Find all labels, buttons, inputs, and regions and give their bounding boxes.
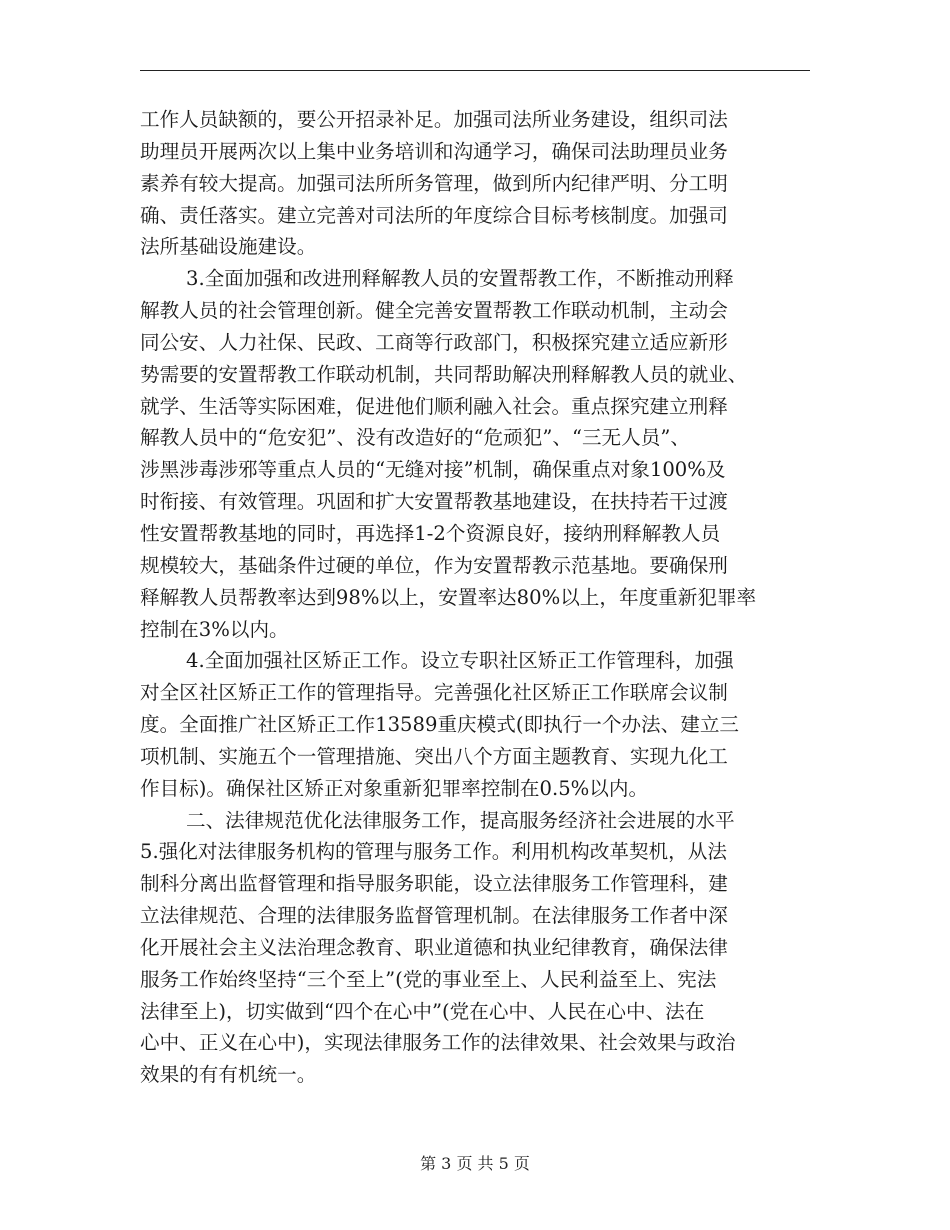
- text-line: 同公安、人力社保、民政、工商等行政部门，积极探究建立适应新形: [140, 330, 728, 354]
- text-line: 规模较大，基础条件过硬的单位，作为安置帮教示范基地。要确保刑: [140, 553, 728, 577]
- text-line: 心中、正义在心中)，实现法律服务工作的法律效果、社会效果与政治: [140, 1031, 736, 1055]
- text-line: 服务工作始终坚持“三个至上”(党的事业至上、人民利益至上、宪法: [140, 967, 717, 991]
- text-line: 法律至上)，切实做到“四个在心中”(党在心中、人民在心中、法在: [140, 999, 705, 1023]
- page-number-footer: 第 3 页 共 5 页: [420, 1154, 530, 1173]
- text-line: 助理员开展两次以上集中业务培训和沟通学习，确保司法助理员业务: [140, 139, 728, 163]
- text-line: 确、责任落实。建立完善对司法所的年度综合目标考核制度。加强司: [140, 203, 728, 227]
- text-line: 化开展社会主义法治理念教育、职业道德和执业纪律教育，确保法律: [140, 935, 728, 959]
- text-line: 解教人员的社会管理创新。健全完善安置帮教工作联动机制，主动会: [140, 299, 728, 323]
- text-line: 制科分离出监督管理和指导服务职能，设立法律服务工作管理科，建: [140, 872, 728, 896]
- text-line: 控制在3%以内。: [140, 617, 289, 641]
- document-body: [140, 104, 810, 1091]
- text-line: 势需要的安置帮教工作联动机制，共同帮助解决刑释解教人员的就业、: [140, 362, 748, 386]
- text-line: 二、法律规范优化法律服务工作，提高服务经济社会进展的水平: [186, 808, 735, 832]
- text-line: 法所基础设施建设。: [140, 235, 317, 259]
- text-line: 就学、生活等实际困难，促进他们顺利融入社会。重点探究建立刑释: [140, 394, 728, 418]
- header-rule: [140, 70, 810, 71]
- text-line: 性安置帮教基地的同时，再选择1-2个资源良好，接纳刑释解教人员: [140, 521, 721, 545]
- text-line: 释解教人员帮教率达到98%以上，安置率达80%以上，年度重新犯罪率: [140, 585, 757, 609]
- text-line: 对全区社区矫正工作的管理指导。完善强化社区矫正工作联席会议制: [140, 681, 728, 705]
- text-line: 5.强化对法律服务机构的管理与服务工作。利用机构改革契机，从法: [140, 840, 727, 864]
- text-line: 解教人员中的“危安犯”、没有改造好的“危顽犯”、“三无人员”、: [140, 426, 690, 450]
- text-line: 4.全面加强社区矫正工作。设立专职社区矫正工作管理科，加强: [186, 649, 734, 673]
- text-line: 效果的有有机统一。: [140, 1063, 317, 1087]
- text-line: 时衔接、有效管理。巩固和扩大安置帮教基地建设，在扶持若干过渡: [140, 490, 728, 514]
- text-line: 作目标)。确保社区矫正对象重新犯罪率控制在0.5%以内。: [140, 776, 649, 800]
- text-line: 素养有较大提高。加强司法所所务管理，做到所内纪律严明、分工明: [140, 171, 728, 195]
- text-line: 工作人员缺额的，要公开招录补足。加强司法所业务建设，组织司法: [140, 108, 728, 131]
- text-line: 度。全面推广社区矫正工作13589重庆模式(即执行一个办法、建立三: [140, 713, 740, 737]
- text-line: 涉黑涉毒涉邪等重点人员的“无缝对接”机制，确保重点对象100%及: [140, 458, 726, 482]
- text-line: 立法律规范、合理的法律服务监督管理机制。在法律服务工作者中深: [140, 904, 728, 928]
- text-line: 项机制、实施五个一管理措施、突出八个方面主题教育、实现九化工: [140, 744, 728, 768]
- text-line: 3.全面加强和改进刑释解教人员的安置帮教工作，不断推动刑释: [186, 267, 734, 291]
